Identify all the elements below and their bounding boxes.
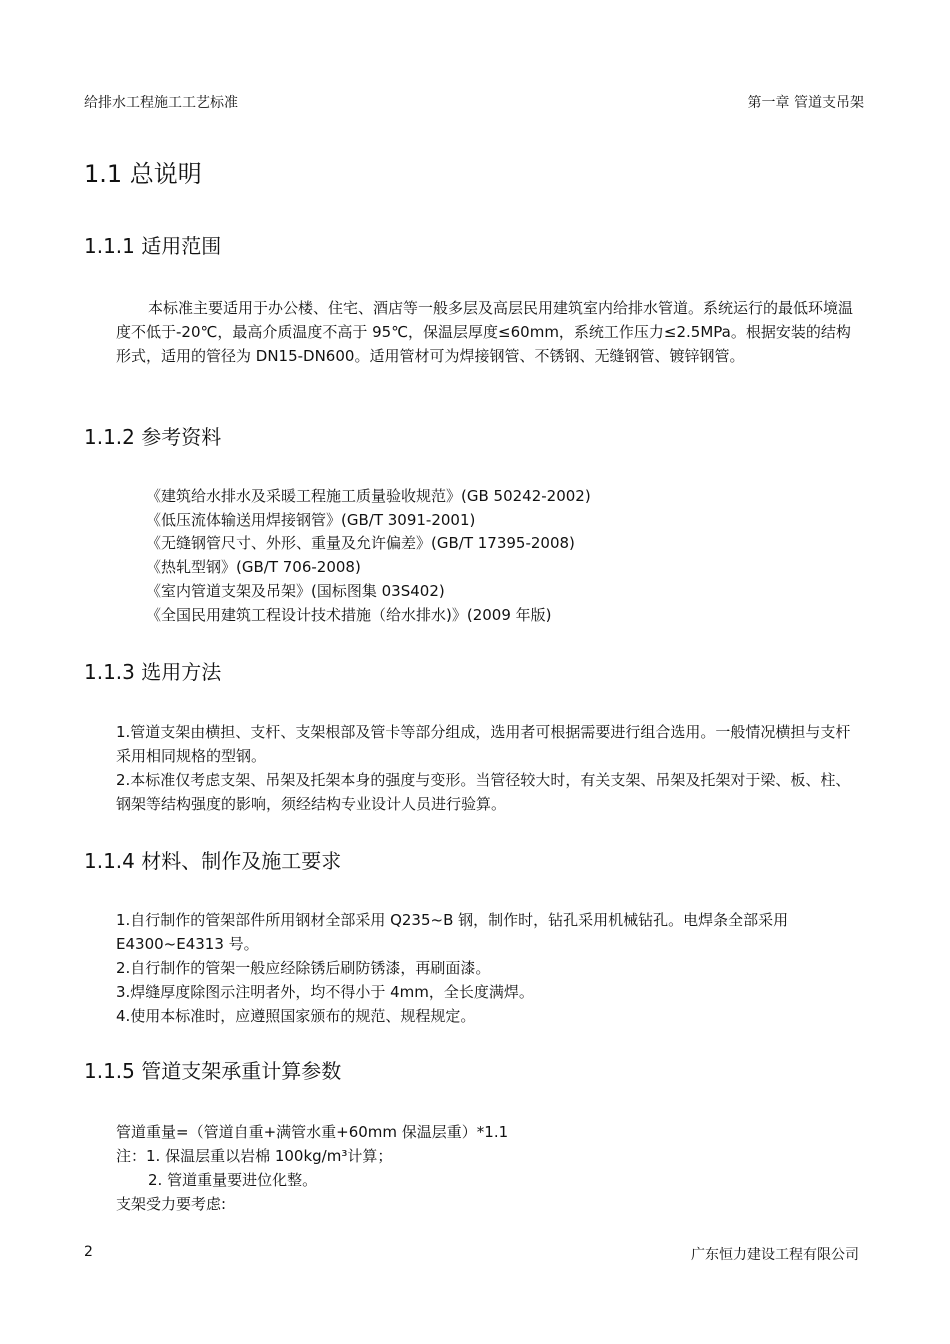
method-item-1: 1.管道支架由横担、支杆、支架根部及管卡等部分组成，选用者可根据需要进行组合选用。一般情况横担与支杆采用相同规格的型钢。	[116, 723, 851, 765]
scope-paragraph: 本标准主要适用于办公楼、住宅、酒店等一般多层及高层民用建筑室内给排水管道。系统运行的最低环境温度不低于-20℃，最高介质温度不高于 95℃，保温层厚度≤60mm，系统工作压力≤2.5MPa。根据安装的结构形式，适用的管径为 DN15-DN600。适用管材可为焊接钢管、不锈钢、无缝钢管、镀锌钢管。	[116, 299, 854, 365]
materials-item-3: 3.焊缝厚度除图示注明者外，均不得小于 4mm，全长度满焊。	[116, 983, 534, 1001]
heading-method: 1.1.3 选用方法	[84, 660, 222, 684]
reference-item: 《无缝钢管尺寸、外形、重量及允许偏差》(GB/T 17395-2008)	[146, 534, 575, 552]
calc-formula: 管道重量=（管道自重+满管水重+60mm 保温层重）*1.1	[116, 1123, 509, 1141]
reference-item: 《低压流体输送用焊接钢管》(GB/T 3091-2001)	[146, 511, 476, 529]
reference-item: 《热轧型钢》(GB/T 706-2008)	[146, 558, 361, 576]
heading-calc: 1.1.5 管道支架承重计算参数	[84, 1059, 342, 1083]
heading-materials: 1.1.4 材料、制作及施工要求	[84, 849, 342, 873]
calc-support: 支架受力要考虑:	[116, 1195, 227, 1213]
calc-note-2: 2. 管道重量要进位化整。	[148, 1171, 318, 1189]
reference-item: 《建筑给水排水及采暖工程施工质量验收规范》(GB 50242-2002)	[146, 487, 591, 505]
heading-scope: 1.1.1 适用范围	[84, 234, 222, 258]
materials-item-2: 2.自行制作的管架一般应经除锈后刷防锈漆，再刷面漆。	[116, 959, 491, 977]
heading-references: 1.1.2 参考资料	[84, 425, 222, 449]
method-item-2: 2.本标准仅考虑支架、吊架及托架本身的强度与变形。当管径较大时，有关支架、吊架及托架对于梁、板、柱、钢架等结构强度的影响，须经结构专业设计人员进行验算。	[116, 771, 851, 813]
reference-item: 《全国民用建筑工程设计技术措施（给水排水)》(2009 年版)	[146, 606, 552, 624]
page-number: 2	[84, 1244, 93, 1260]
header-document-title: 给排水工程施工工艺标准	[84, 95, 238, 111]
company-name: 广东恒力建设工程有限公司	[691, 1247, 859, 1263]
header-chapter-title: 第一章 管道支吊架	[747, 95, 864, 111]
materials-item-1: 1.自行制作的管架部件所用钢材全部采用 Q235~B 钢，制作时，钻孔采用机械钻孔。电焊条全部采用 E4300~E4313 号。	[116, 911, 789, 953]
section-title: 1.1 总说明	[84, 160, 202, 188]
materials-item-4: 4.使用本标准时，应遵照国家颁布的规范、规程规定。	[116, 1007, 476, 1025]
reference-item: 《室内管道支架及吊架》(国标图集 03S402)	[146, 582, 445, 600]
calc-note-1: 注：1. 保温层重以岩棉 100kg/m³计算；	[116, 1147, 393, 1165]
